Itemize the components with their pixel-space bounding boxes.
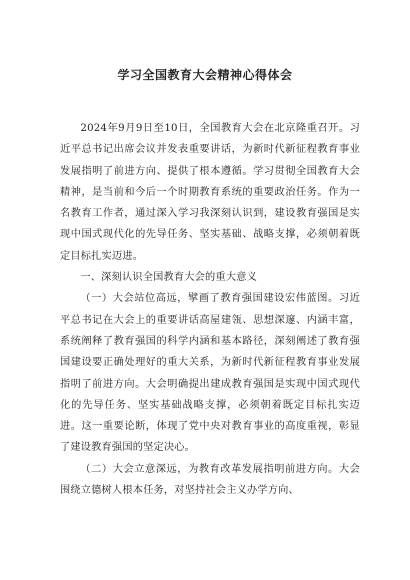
document-title: 学习全国教育大会精神心得体会	[117, 68, 293, 82]
point-two-paragraph	[60, 459, 360, 502]
point-two-lead: （二）大会立意深远，为教育改革发展指明前进方向。	[80, 463, 339, 475]
intro-paragraph: 2024年9月9日至10日，全国教育大会在北京隆重召开。习近平总书记出席会议并发表重要讲话，为新时代新征程教育事业发展指明了前进方向、提供了根本遵循。学习贯彻全国教育大会精神，是当前和今后一个时期教育系统的重要政治任务。作为一名教育工作者，通过深入学习我深刻认识到，建设教育强国是实现中国式现代化的先导任务、坚实基础、战略支撑，必须朝着既定目标扎实迈进。	[60, 123, 360, 262]
document-body	[60, 118, 360, 501]
point-one-lead: （一）大会站位高远，擘画了教育强国建设宏伟蓝图。	[80, 293, 339, 305]
point-one-body: 习近平总书记在大会上的重要讲话高屋建瓴、思想深邃、内涵丰富，系统阐释了教育强国的科学内涵和基本路径，深刻阐述了教育强国建设要正确处理好的重大关系，为新时代新征程教育事业发展指明了前进方向。大会明确提出建成教育强国是实现中国式现代化的先导任务、坚实基础战略支撑，必须朝着既定目标扎实迈进。这一重要论断，体现了党中央对教育事业的高度重视，彰显了建设教育强国的坚定决心。	[60, 293, 360, 454]
point-two-body: 大会围绕立德树人根本任务，对坚持社会主义办学方向、	[60, 463, 360, 497]
point-one-paragraph	[60, 288, 360, 458]
section-heading: 一、深刻认识全国教育大会的重大意义	[80, 272, 257, 284]
